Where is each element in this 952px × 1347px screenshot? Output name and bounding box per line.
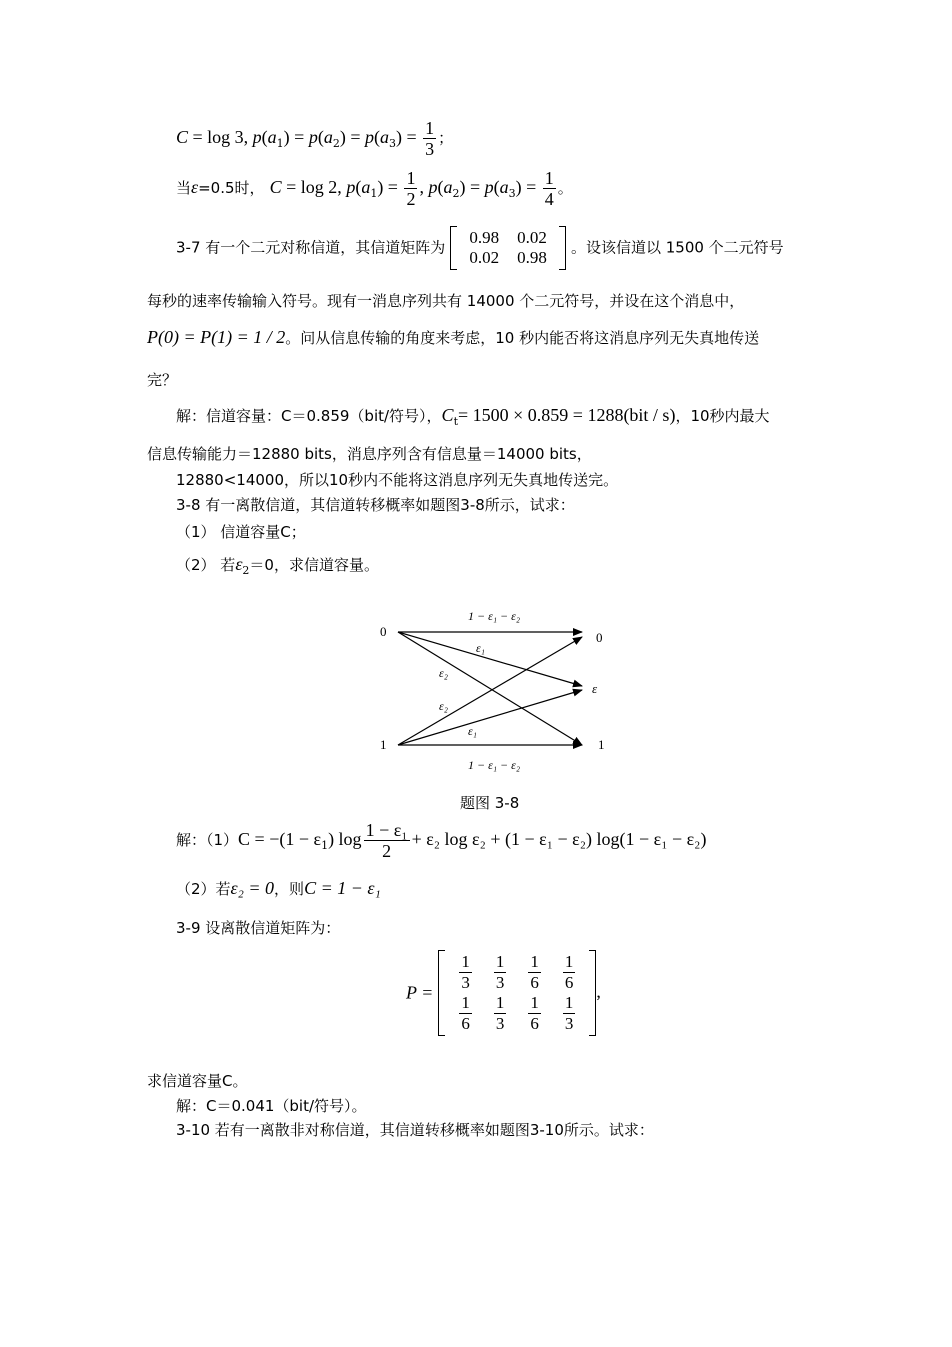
output-0-label: 0 bbox=[596, 630, 603, 645]
arrow-1-to-eps bbox=[398, 690, 582, 745]
question-3-10-line-1: 3-10 若有一离散非对称信道，其信道转移概率如题图3-10所示。试求： bbox=[176, 1121, 654, 1139]
channel-matrix-2x2: 0.98 0.02 0.02 0.98 bbox=[450, 226, 566, 270]
label-e2-upper: ε₂ bbox=[439, 666, 448, 680]
label-bottom-prob: 1 − ε₁ − ε₂ bbox=[468, 758, 520, 772]
label-e1-upper: ε₁ bbox=[476, 641, 485, 655]
fraction-one-quarter: $\frac{1}{4}$ bbox=[544, 168, 554, 209]
fraction-one-third: $\frac{1}{3}$ bbox=[425, 118, 435, 159]
solution-3-8-line-1: 解：$(1)C = -(1 - \varepsilon_1)$ log $\frac{\text{1 − ε₁}}{2}$ + ε₂ log ε₂ + (1 − ε₁ − ε₂) log(1 − ε₁ − ε₂) bbox=[176, 820, 707, 861]
question-3-8-item-2: （2） 若$\varepsilon_2=0$，求信道容量。 bbox=[176, 554, 379, 578]
equation-line-2: 当ε=0.5时， C = log 2, $p(a_1)$ = $\frac{1}{2}$ , $p(a_2) = p(a_3)$ = $\frac{1}{4}$ 。 bbox=[176, 168, 573, 209]
question-3-8-item-1: （1） 信道容量C； bbox=[176, 523, 306, 541]
fraction-one-minus-e1-over-2: $\frac{\text{1 − ε₁}}{2}$ bbox=[365, 820, 408, 861]
arrow-1-to-0 bbox=[398, 637, 582, 745]
question-3-7-line-2: 每秒的速率传输输入符号。现有一消息序列共有 14000 个二元符号，并设在这个消息中， bbox=[147, 292, 745, 310]
arrow-0-to-1 bbox=[398, 632, 582, 745]
label-e1-lower: ε₁ bbox=[468, 724, 477, 738]
question-3-7-line-3: P(0) = P(1) = 1 / 2。问从信息传输的角度来考虑，10 秒内能否将这消息序列无失真地传送 bbox=[147, 327, 760, 347]
label-top-prob: 1 − ε₁ − ε₂ bbox=[468, 609, 520, 623]
output-1-label: 1 bbox=[598, 737, 605, 752]
solution-3-7-line-1: 解：信道容量：C＝0.859（bit/符号），$C_t= 1500 \times 0.859 = 1288(bit / s)$，10秒内最大 bbox=[176, 405, 770, 429]
channel-matrix-2x4: $\frac{1}{3}$ $\frac{1}{3}$ $\frac{1}{6}$ $\frac{1}{6}$ $\frac{1}{6}$ $\frac{1}{3}$ $\frac{1}{6}$ $\frac{1}{3}$ bbox=[438, 950, 596, 1036]
output-eps-label: ε bbox=[592, 681, 598, 696]
arrow-0-to-eps bbox=[398, 632, 582, 686]
question-3-7-line-4: 完？ bbox=[147, 371, 178, 389]
fraction-one-half: $\frac{1}{2}$ bbox=[406, 168, 416, 209]
label-e2-lower: ε₂ bbox=[439, 699, 448, 713]
input-1-label: 1 bbox=[380, 737, 387, 752]
input-0-label: 0 bbox=[380, 624, 387, 639]
solution-3-9: 解：C＝0.041（bit/符号）。 bbox=[176, 1097, 367, 1115]
question-3-7-line-1: 3-7 有一个二元对称信道，其信道矩阵为 0.98 0.02 0.02 0.98 。设该信道以 1500 个二元符号 bbox=[176, 226, 784, 270]
equation-line-1: C = log 3, $p(a_1) = p(a_2) = p(a_3)$ = $\frac{1}{3}$ ； bbox=[176, 118, 454, 159]
capacity-equation: C bbox=[176, 127, 189, 147]
solution-3-7-line-3: 12880<14000，所以10秒内不能将这消息序列无失真地传送完。 bbox=[176, 471, 619, 489]
solution-3-7-line-2: 信息传输能力＝12880 bits，消息序列含有信息量＝14000 bits， bbox=[147, 445, 592, 463]
question-3-8-line-1: 3-8 有一离散信道，其信道转移概率如题图3-8所示，试求： bbox=[176, 496, 575, 514]
figure-caption: 题图 3-8 bbox=[460, 794, 520, 812]
matrix-p-equation: P = $\frac{1}{3}$ $\frac{1}{3}$ $\frac{1}{6}$ $\frac{1}{6}$ $\frac{1}{6}$ $\frac{1}{3}$ $\frac{1}{6}$ $\frac{1}{3}$ , bbox=[406, 950, 601, 1036]
channel-transition-diagram bbox=[370, 600, 630, 780]
question-3-9-line-1: 3-9 设离散信道矩阵为： bbox=[176, 919, 341, 937]
solution-3-8-line-2: （2）若ε₂ = 0，则C = 1 − ε₁ bbox=[176, 878, 381, 898]
question-3-9-ask: 求信道容量C。 bbox=[147, 1072, 248, 1090]
